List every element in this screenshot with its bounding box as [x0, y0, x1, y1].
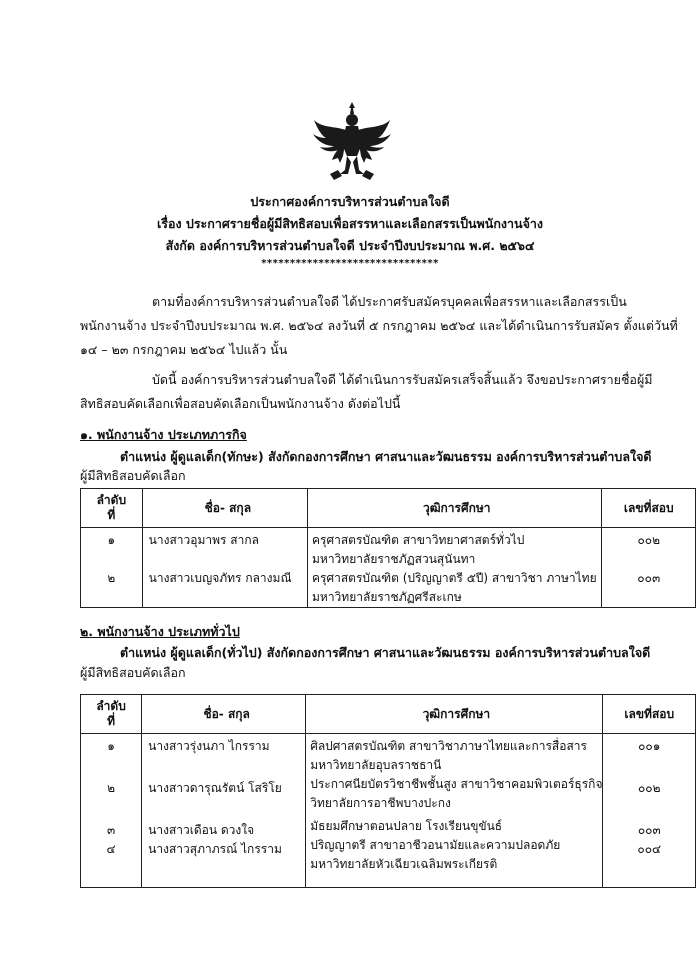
- applicant-name: นางสาวสุภาภรณ์ ไกรราม: [148, 842, 282, 856]
- table-row: [81, 528, 696, 608]
- exam-number: ๐๐๒: [637, 781, 661, 795]
- section1-table: [80, 488, 696, 608]
- announcement-title: ประกาศองค์การบริหารส่วนตำบลใจดี: [250, 194, 450, 209]
- table-row: [81, 734, 696, 888]
- column-header-name: ชื่อ- สกุล: [142, 695, 306, 734]
- paragraph1-line3: ๑๔ – ๒๓ กรกฎาคม ๒๕๖๔ ไปแล้ว นั้น: [80, 342, 288, 357]
- table-header-row: [81, 695, 696, 734]
- section1-title: ๑. พนักงานจ้าง ประเภทภารกิจ: [80, 427, 247, 442]
- exam-number: ๐๐๔: [637, 842, 662, 856]
- column-header-education: วุฒิการศึกษา: [308, 489, 602, 528]
- education-degree: ครุศาสตรบัณฑิต สาขาวิทยาศาสตร์ทั่วไป: [312, 533, 525, 547]
- exam-number: ๐๐๓: [637, 571, 661, 585]
- section1-subtitle: ผู้มีสิทธิสอบคัดเลือก: [80, 468, 186, 483]
- section2-position: ตำแหน่ง ผู้ดูแลเด็ก(ทั่วไป) สังกัดกองการศึกษา ศาสนาและวัฒนธรรม องค์การบริหารส่วนตำบลใจดี: [120, 645, 651, 660]
- section2-table: [80, 694, 696, 888]
- row-number: ๑: [107, 739, 115, 753]
- section1-position: ตำแหน่ง ผู้ดูแลเด็ก(ทักษะ) สังกัดกองการศึกษา ศาสนาและวัฒนธรรม องค์การบริหารส่วนตำบลใจดี: [120, 449, 652, 464]
- applicant-name: นางสาวรุ่งนภา ไกรราม: [148, 739, 270, 753]
- education-institution: มหาวิทยาลัยราชภัฏสวนสุนันทา: [312, 552, 476, 566]
- garuda-emblem-icon: [312, 100, 392, 182]
- exam-number: ๐๐๑: [638, 739, 661, 753]
- applicant-name: นางสาวเดือน ดวงใจ: [148, 823, 255, 837]
- paragraph2-line2: สิทธิสอบคัดเลือกเพื่อสอบคัดเลือกเป็นพนักงานจ้าง ดังต่อไปนี้: [80, 396, 401, 411]
- applicant-name: นางสาวเบญจภัทร กลางมณี: [148, 571, 292, 585]
- paragraph2-line1: บัดนี้ องค์การบริหารส่วนตำบลใจดี ได้ดำเนินการรับสมัครเสร็จสิ้นแล้ว จึงขอประกาศรายชื่อผู้มี: [152, 372, 653, 387]
- column-header-exam-number: เลขที่สอบ: [602, 489, 696, 528]
- education-institution: วิทยาลัยการอาชีพบางปะกง: [310, 796, 451, 810]
- section2-subtitle: ผู้มีสิทธิสอบคัดเลือก: [80, 665, 186, 680]
- education-institution: มหาวิทยาลัยหัวเฉียวเฉลิมพระเกียรติ: [310, 857, 498, 871]
- exam-number: ๐๐๓: [637, 823, 661, 837]
- education-degree: ครุศาสตรบัณฑิต (ปริญญาตรี ๕ปี) สาขาวิชา ภาษาไทย: [312, 571, 597, 585]
- announcement-affiliation: สังกัด องค์การบริหารส่วนตำบลใจดี ประจำปีงบประมาณ พ.ศ. ๒๕๖๔: [165, 238, 535, 253]
- row-number: ๓: [106, 823, 116, 837]
- exam-number: ๐๐๒: [637, 533, 661, 547]
- column-header-no: ลำดับ ที่: [81, 489, 143, 528]
- column-header-exam-number: เลขที่สอบ: [603, 695, 696, 734]
- column-header-no: ลำดับ ที่: [81, 695, 142, 734]
- row-number: ๒: [107, 571, 116, 585]
- education-institution: มหาวิทยาลัยอุบลราชธานี: [310, 758, 442, 772]
- column-header-education: วุฒิการศึกษา: [306, 695, 603, 734]
- education-degree: ศิลปศาสตรบัณฑิต สาขาวิชาภาษาไทยและการสื่อสาร: [310, 739, 587, 753]
- section2-title: ๒. พนักงานจ้าง ประเภททั่วไป: [80, 624, 240, 639]
- education-degree: ปริญญาตรี สาขาอาชีวอนามัยและความปลอดภัย: [310, 838, 561, 852]
- row-number: ๒: [107, 781, 116, 795]
- header-divider-stars: *******************************: [261, 258, 439, 269]
- announcement-subject: เรื่อง ประกาศรายชื่อผู้มีสิทธิสอบเพื่อสรรหาและเลือกสรรเป็นพนักงานจ้าง: [156, 216, 544, 231]
- applicant-name: นางสาวดารุณรัตน์ โสริโย: [148, 781, 282, 795]
- row-number: ๑: [107, 533, 116, 547]
- paragraph1-line1: ตามที่องค์การบริหารส่วนตำบลใจดี ได้ประกาศรับสมัครบุคคลเพื่อสรรหาและเลือกสรรเป็น: [152, 294, 627, 309]
- table-header-row: [81, 489, 696, 528]
- row-number: ๔: [106, 842, 116, 856]
- education-institution: มหาวิทยาลัยราชภัฏศรีสะเกษ: [312, 590, 462, 604]
- applicant-name: นางสาวอุมาพร สากล: [148, 533, 259, 547]
- column-header-name: ชื่อ- สกุล: [142, 489, 307, 528]
- education-degree: มัธยมศึกษาตอนปลาย โรงเรียนขุขันธ์: [310, 819, 503, 833]
- paragraph1-line2: พนักงานจ้าง ประจำปีงบประมาณ พ.ศ. ๒๕๖๔ ลงวันที่ ๕ กรกฎาคม ๒๕๖๔ และได้ดำเนินการรับสมัคร ตั้งแต่วันที่: [80, 318, 678, 333]
- education-degree: ประกาศนียบัตรวิชาชีพชั้นสูง สาขาวิชาคอมพิวเตอร์ธุรกิจ: [310, 777, 603, 791]
